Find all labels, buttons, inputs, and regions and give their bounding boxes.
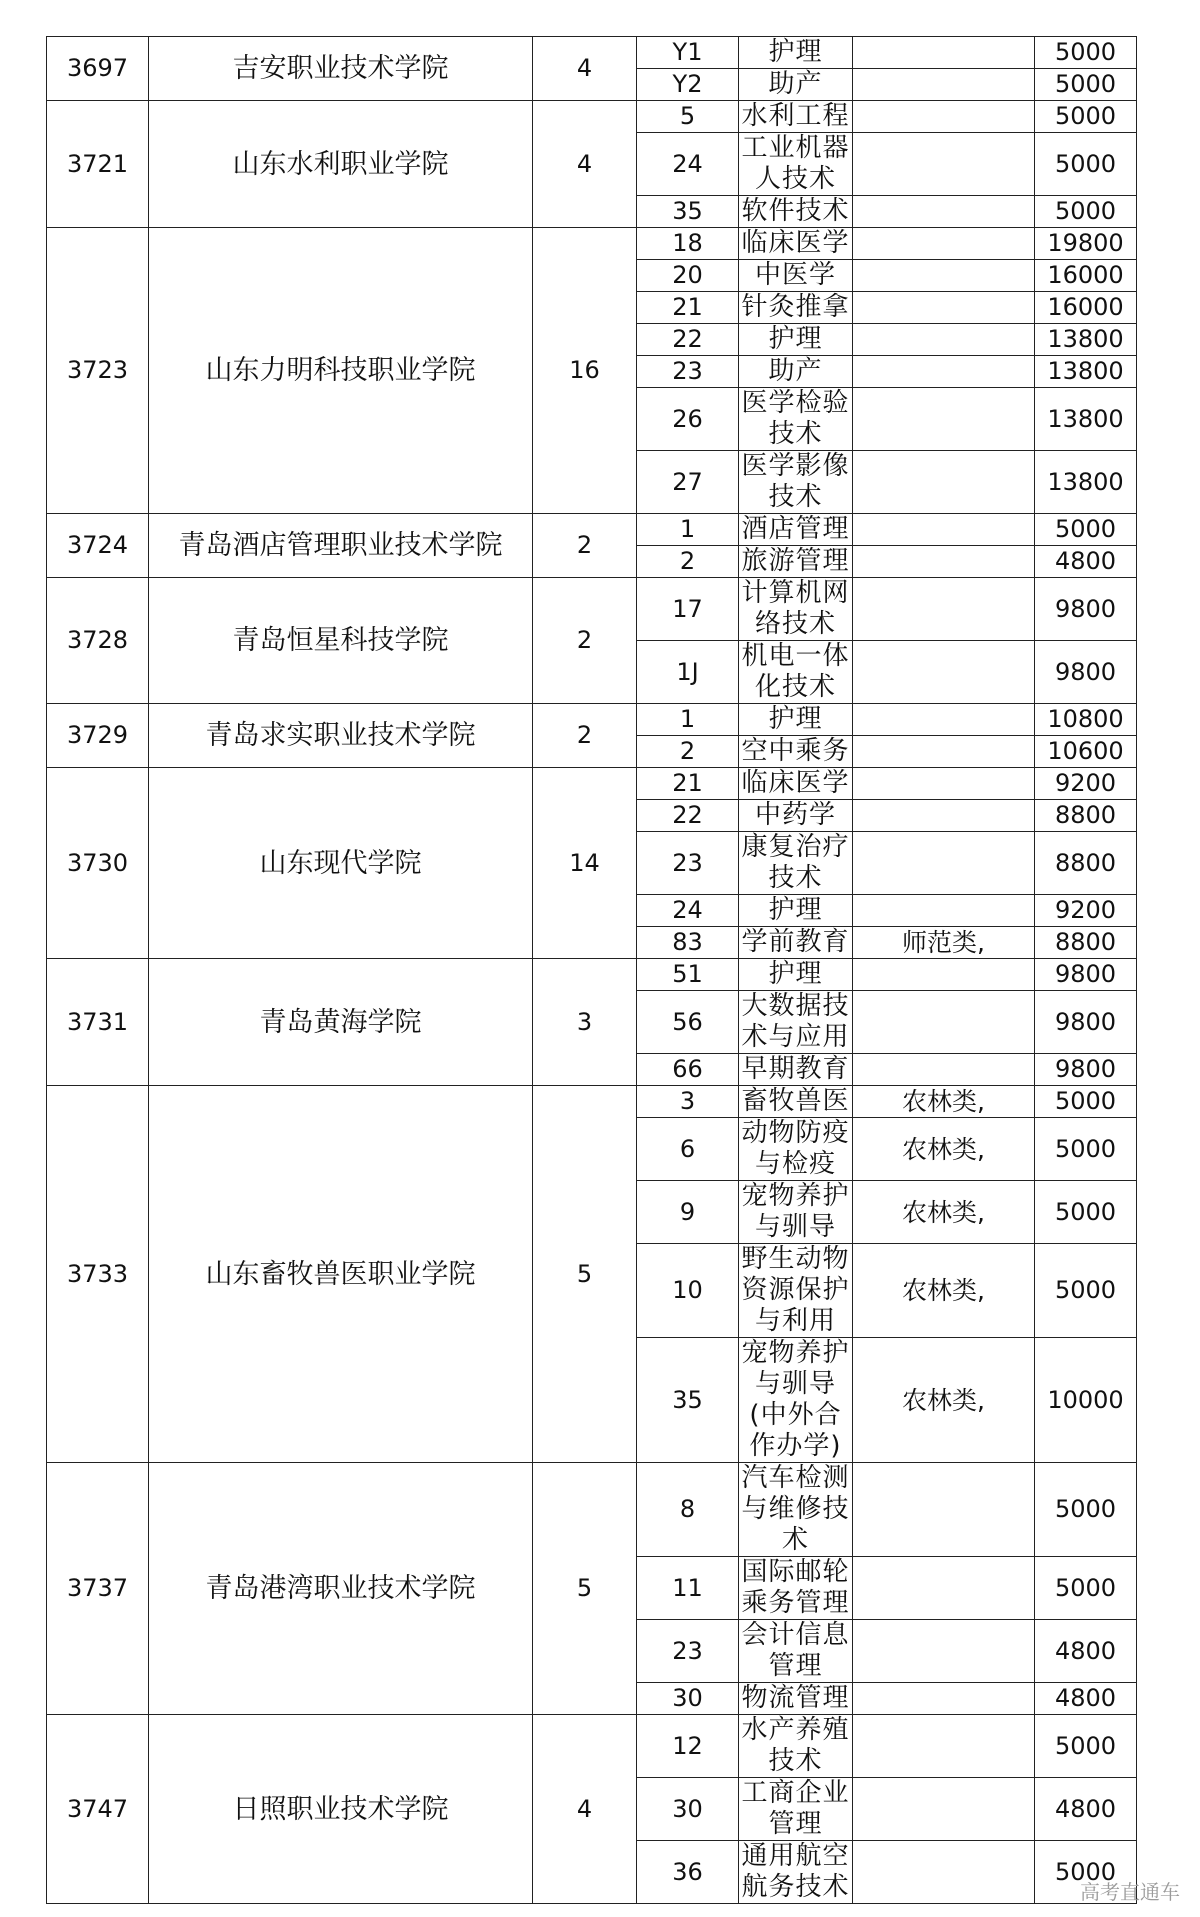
major-name-cell: 护理	[739, 324, 853, 356]
plan-count-cell: 3	[533, 959, 637, 1086]
major-note-cell	[853, 1715, 1035, 1778]
major-name-cell: 中医学	[739, 260, 853, 292]
tuition-fee-cell: 9200	[1035, 768, 1137, 800]
major-code-cell: 9	[637, 1181, 739, 1244]
plan-count-cell: 5	[533, 1463, 637, 1715]
major-code-cell: 3	[637, 1086, 739, 1118]
major-code-cell: 36	[637, 1841, 739, 1904]
major-name-cell: 软件技术	[739, 196, 853, 228]
table-row	[47, 1086, 1137, 1118]
major-name-cell: 汽车检测与维修技术	[739, 1463, 853, 1557]
tuition-fee-cell: 4800	[1035, 1683, 1137, 1715]
major-name-cell: 学前教育	[739, 927, 853, 959]
school-code-cell: 3730	[47, 768, 149, 959]
plan-count-cell: 2	[533, 514, 637, 578]
school-code-cell: 3728	[47, 578, 149, 704]
major-name-cell: 临床医学	[739, 228, 853, 260]
major-note-cell	[853, 324, 1035, 356]
major-code-cell: 26	[637, 388, 739, 451]
tuition-fee-cell: 4800	[1035, 546, 1137, 578]
table-row	[47, 514, 1137, 546]
plan-count-cell: 2	[533, 578, 637, 704]
major-code-cell: 5	[637, 101, 739, 133]
major-name-cell: 旅游管理	[739, 546, 853, 578]
major-code-cell: 30	[637, 1778, 739, 1841]
major-name-cell: 护理	[739, 959, 853, 991]
major-name-cell: 康复治疗技术	[739, 832, 853, 895]
major-name-cell: 机电一体化技术	[739, 641, 853, 704]
major-code-cell: 30	[637, 1683, 739, 1715]
tuition-fee-cell: 8800	[1035, 800, 1137, 832]
major-code-cell: 23	[637, 832, 739, 895]
table-row	[47, 37, 1137, 69]
major-code-cell: 1	[637, 704, 739, 736]
major-code-cell: 23	[637, 1620, 739, 1683]
school-code-cell: 3729	[47, 704, 149, 768]
school-code-cell: 3731	[47, 959, 149, 1086]
tuition-fee-cell: 4800	[1035, 1778, 1137, 1841]
major-code-cell: 22	[637, 324, 739, 356]
major-note-cell	[853, 133, 1035, 196]
major-note-cell	[853, 69, 1035, 101]
major-code-cell: 20	[637, 260, 739, 292]
tuition-fee-cell: 10600	[1035, 736, 1137, 768]
tuition-fee-cell: 8800	[1035, 927, 1137, 959]
school-code-cell: 3724	[47, 514, 149, 578]
tuition-fee-cell: 19800	[1035, 228, 1137, 260]
major-note-cell: 农林类,	[853, 1181, 1035, 1244]
tuition-fee-cell: 13800	[1035, 324, 1137, 356]
major-code-cell: 24	[637, 133, 739, 196]
major-code-cell: 66	[637, 1054, 739, 1086]
tuition-fee-cell: 9800	[1035, 959, 1137, 991]
tuition-fee-cell: 9800	[1035, 578, 1137, 641]
major-code-cell: 51	[637, 959, 739, 991]
major-code-cell: 2	[637, 546, 739, 578]
major-name-cell: 大数据技术与应用	[739, 991, 853, 1054]
table-row	[47, 704, 1137, 736]
major-code-cell: 10	[637, 1244, 739, 1338]
major-note-cell	[853, 1054, 1035, 1086]
major-note-cell	[853, 832, 1035, 895]
school-name-cell: 山东畜牧兽医职业学院	[149, 1086, 533, 1463]
major-note-cell	[853, 196, 1035, 228]
school-code-cell: 3737	[47, 1463, 149, 1715]
tuition-fee-cell: 5000	[1035, 1244, 1137, 1338]
major-note-cell	[853, 228, 1035, 260]
tuition-fee-cell: 5000	[1035, 101, 1137, 133]
tuition-fee-cell: 9800	[1035, 641, 1137, 704]
table-row	[47, 959, 1137, 991]
tuition-fee-cell: 5000	[1035, 1557, 1137, 1620]
major-code-cell: 24	[637, 895, 739, 927]
major-code-cell: 17	[637, 578, 739, 641]
major-note-cell	[853, 578, 1035, 641]
plan-count-cell: 16	[533, 228, 637, 514]
major-note-cell	[853, 800, 1035, 832]
major-note-cell	[853, 101, 1035, 133]
major-name-cell: 会计信息管理	[739, 1620, 853, 1683]
major-note-cell	[853, 356, 1035, 388]
school-code-cell: 3721	[47, 101, 149, 228]
major-note-cell: 农林类,	[853, 1086, 1035, 1118]
major-code-cell: 18	[637, 228, 739, 260]
school-name-cell: 青岛酒店管理职业技术学院	[149, 514, 533, 578]
major-code-cell: 27	[637, 451, 739, 514]
major-note-cell	[853, 546, 1035, 578]
major-note-cell: 农林类,	[853, 1244, 1035, 1338]
major-code-cell: 8	[637, 1463, 739, 1557]
plan-count-cell: 4	[533, 37, 637, 101]
major-note-cell	[853, 895, 1035, 927]
major-name-cell: 助产	[739, 69, 853, 101]
tuition-fee-cell: 5000	[1035, 37, 1137, 69]
major-note-cell	[853, 736, 1035, 768]
major-name-cell: 国际邮轮乘务管理	[739, 1557, 853, 1620]
school-name-cell: 青岛港湾职业技术学院	[149, 1463, 533, 1715]
tuition-fee-cell: 13800	[1035, 388, 1137, 451]
major-note-cell	[853, 768, 1035, 800]
tuition-fee-cell: 9200	[1035, 895, 1137, 927]
major-name-cell: 计算机网络技术	[739, 578, 853, 641]
major-code-cell: Y2	[637, 69, 739, 101]
major-note-cell: 农林类,	[853, 1118, 1035, 1181]
major-code-cell: 6	[637, 1118, 739, 1181]
major-code-cell: 83	[637, 927, 739, 959]
plan-count-cell: 4	[533, 101, 637, 228]
major-note-cell	[853, 1620, 1035, 1683]
plan-count-cell: 4	[533, 1715, 637, 1904]
major-name-cell: 动物防疫与检疫	[739, 1118, 853, 1181]
tuition-fee-cell: 13800	[1035, 451, 1137, 514]
major-name-cell: 野生动物资源保护与利用	[739, 1244, 853, 1338]
school-name-cell: 日照职业技术学院	[149, 1715, 533, 1904]
major-note-cell	[853, 514, 1035, 546]
major-note-cell	[853, 704, 1035, 736]
tuition-fee-cell: 5000	[1035, 1463, 1137, 1557]
major-code-cell: 21	[637, 768, 739, 800]
major-name-cell: 通用航空航务技术	[739, 1841, 853, 1904]
tuition-fee-cell: 16000	[1035, 292, 1137, 324]
major-note-cell	[853, 388, 1035, 451]
tuition-fee-cell: 5000	[1035, 1715, 1137, 1778]
school-code-cell: 3697	[47, 37, 149, 101]
major-code-cell: 21	[637, 292, 739, 324]
school-code-cell: 3723	[47, 228, 149, 514]
watermark-text: 高考直通车	[1080, 1880, 1180, 1904]
major-name-cell: 医学检验技术	[739, 388, 853, 451]
school-code-cell: 3733	[47, 1086, 149, 1463]
major-name-cell: 宠物养护与驯导(中外合作办学)	[739, 1338, 853, 1463]
major-code-cell: 22	[637, 800, 739, 832]
major-code-cell: 12	[637, 1715, 739, 1778]
major-code-cell: 11	[637, 1557, 739, 1620]
major-name-cell: 空中乘务	[739, 736, 853, 768]
tuition-fee-cell: 5000	[1035, 1181, 1137, 1244]
major-name-cell: 医学影像技术	[739, 451, 853, 514]
major-name-cell: 畜牧兽医	[739, 1086, 853, 1118]
school-code-cell: 3747	[47, 1715, 149, 1904]
major-name-cell: 中药学	[739, 800, 853, 832]
major-name-cell: 早期教育	[739, 1054, 853, 1086]
major-name-cell: 针灸推拿	[739, 292, 853, 324]
major-code-cell: Y1	[637, 37, 739, 69]
major-note-cell	[853, 1463, 1035, 1557]
tuition-fee-cell: 9800	[1035, 1054, 1137, 1086]
major-note-cell: 师范类,	[853, 927, 1035, 959]
tuition-fee-cell: 5000	[1035, 1841, 1137, 1904]
major-name-cell: 护理	[739, 704, 853, 736]
major-name-cell: 临床医学	[739, 768, 853, 800]
school-name-cell: 青岛求实职业技术学院	[149, 704, 533, 768]
tuition-fee-cell: 13800	[1035, 356, 1137, 388]
table-row	[47, 101, 1137, 133]
major-note-cell	[853, 260, 1035, 292]
tuition-fee-cell: 5000	[1035, 1118, 1137, 1181]
major-note-cell	[853, 641, 1035, 704]
tuition-fee-cell: 10800	[1035, 704, 1137, 736]
school-name-cell: 山东水利职业学院	[149, 101, 533, 228]
major-note-cell	[853, 1683, 1035, 1715]
tuition-fee-cell: 5000	[1035, 1086, 1137, 1118]
major-code-cell: 35	[637, 1338, 739, 1463]
major-code-cell: 1	[637, 514, 739, 546]
school-name-cell: 山东力明科技职业学院	[149, 228, 533, 514]
table-row	[47, 1715, 1137, 1778]
plan-count-cell: 14	[533, 768, 637, 959]
school-name-cell: 青岛恒星科技学院	[149, 578, 533, 704]
major-name-cell: 物流管理	[739, 1683, 853, 1715]
school-name-cell: 山东现代学院	[149, 768, 533, 959]
major-name-cell: 护理	[739, 895, 853, 927]
school-name-cell: 青岛黄海学院	[149, 959, 533, 1086]
major-name-cell: 宠物养护与驯导	[739, 1181, 853, 1244]
tuition-fee-cell: 16000	[1035, 260, 1137, 292]
tuition-fee-cell: 5000	[1035, 133, 1137, 196]
major-note-cell	[853, 451, 1035, 514]
table-row	[47, 228, 1137, 260]
major-note-cell	[853, 1841, 1035, 1904]
major-name-cell: 工商企业管理	[739, 1778, 853, 1841]
major-code-cell: 35	[637, 196, 739, 228]
major-code-cell: 23	[637, 356, 739, 388]
major-note-cell	[853, 292, 1035, 324]
tuition-fee-cell: 5000	[1035, 196, 1137, 228]
admission-fee-table	[46, 36, 1137, 1904]
plan-count-cell: 2	[533, 704, 637, 768]
major-note-cell: 农林类,	[853, 1338, 1035, 1463]
tuition-fee-cell: 4800	[1035, 1620, 1137, 1683]
table-row	[47, 1463, 1137, 1557]
tuition-fee-cell: 5000	[1035, 514, 1137, 546]
major-note-cell	[853, 991, 1035, 1054]
major-name-cell: 水利工程	[739, 101, 853, 133]
major-note-cell	[853, 1557, 1035, 1620]
table-row	[47, 768, 1137, 800]
tuition-fee-cell: 5000	[1035, 69, 1137, 101]
school-name-cell: 吉安职业技术学院	[149, 37, 533, 101]
major-name-cell: 助产	[739, 356, 853, 388]
major-note-cell	[853, 37, 1035, 69]
major-code-cell: 1J	[637, 641, 739, 704]
table-row	[47, 578, 1137, 641]
tuition-fee-cell: 9800	[1035, 991, 1137, 1054]
major-name-cell: 护理	[739, 37, 853, 69]
plan-count-cell: 5	[533, 1086, 637, 1463]
major-note-cell	[853, 959, 1035, 991]
tuition-fee-cell: 8800	[1035, 832, 1137, 895]
major-code-cell: 56	[637, 991, 739, 1054]
major-note-cell	[853, 1778, 1035, 1841]
major-name-cell: 水产养殖技术	[739, 1715, 853, 1778]
major-code-cell: 2	[637, 736, 739, 768]
tuition-fee-cell: 10000	[1035, 1338, 1137, 1463]
major-name-cell: 酒店管理	[739, 514, 853, 546]
major-name-cell: 工业机器人技术	[739, 133, 853, 196]
